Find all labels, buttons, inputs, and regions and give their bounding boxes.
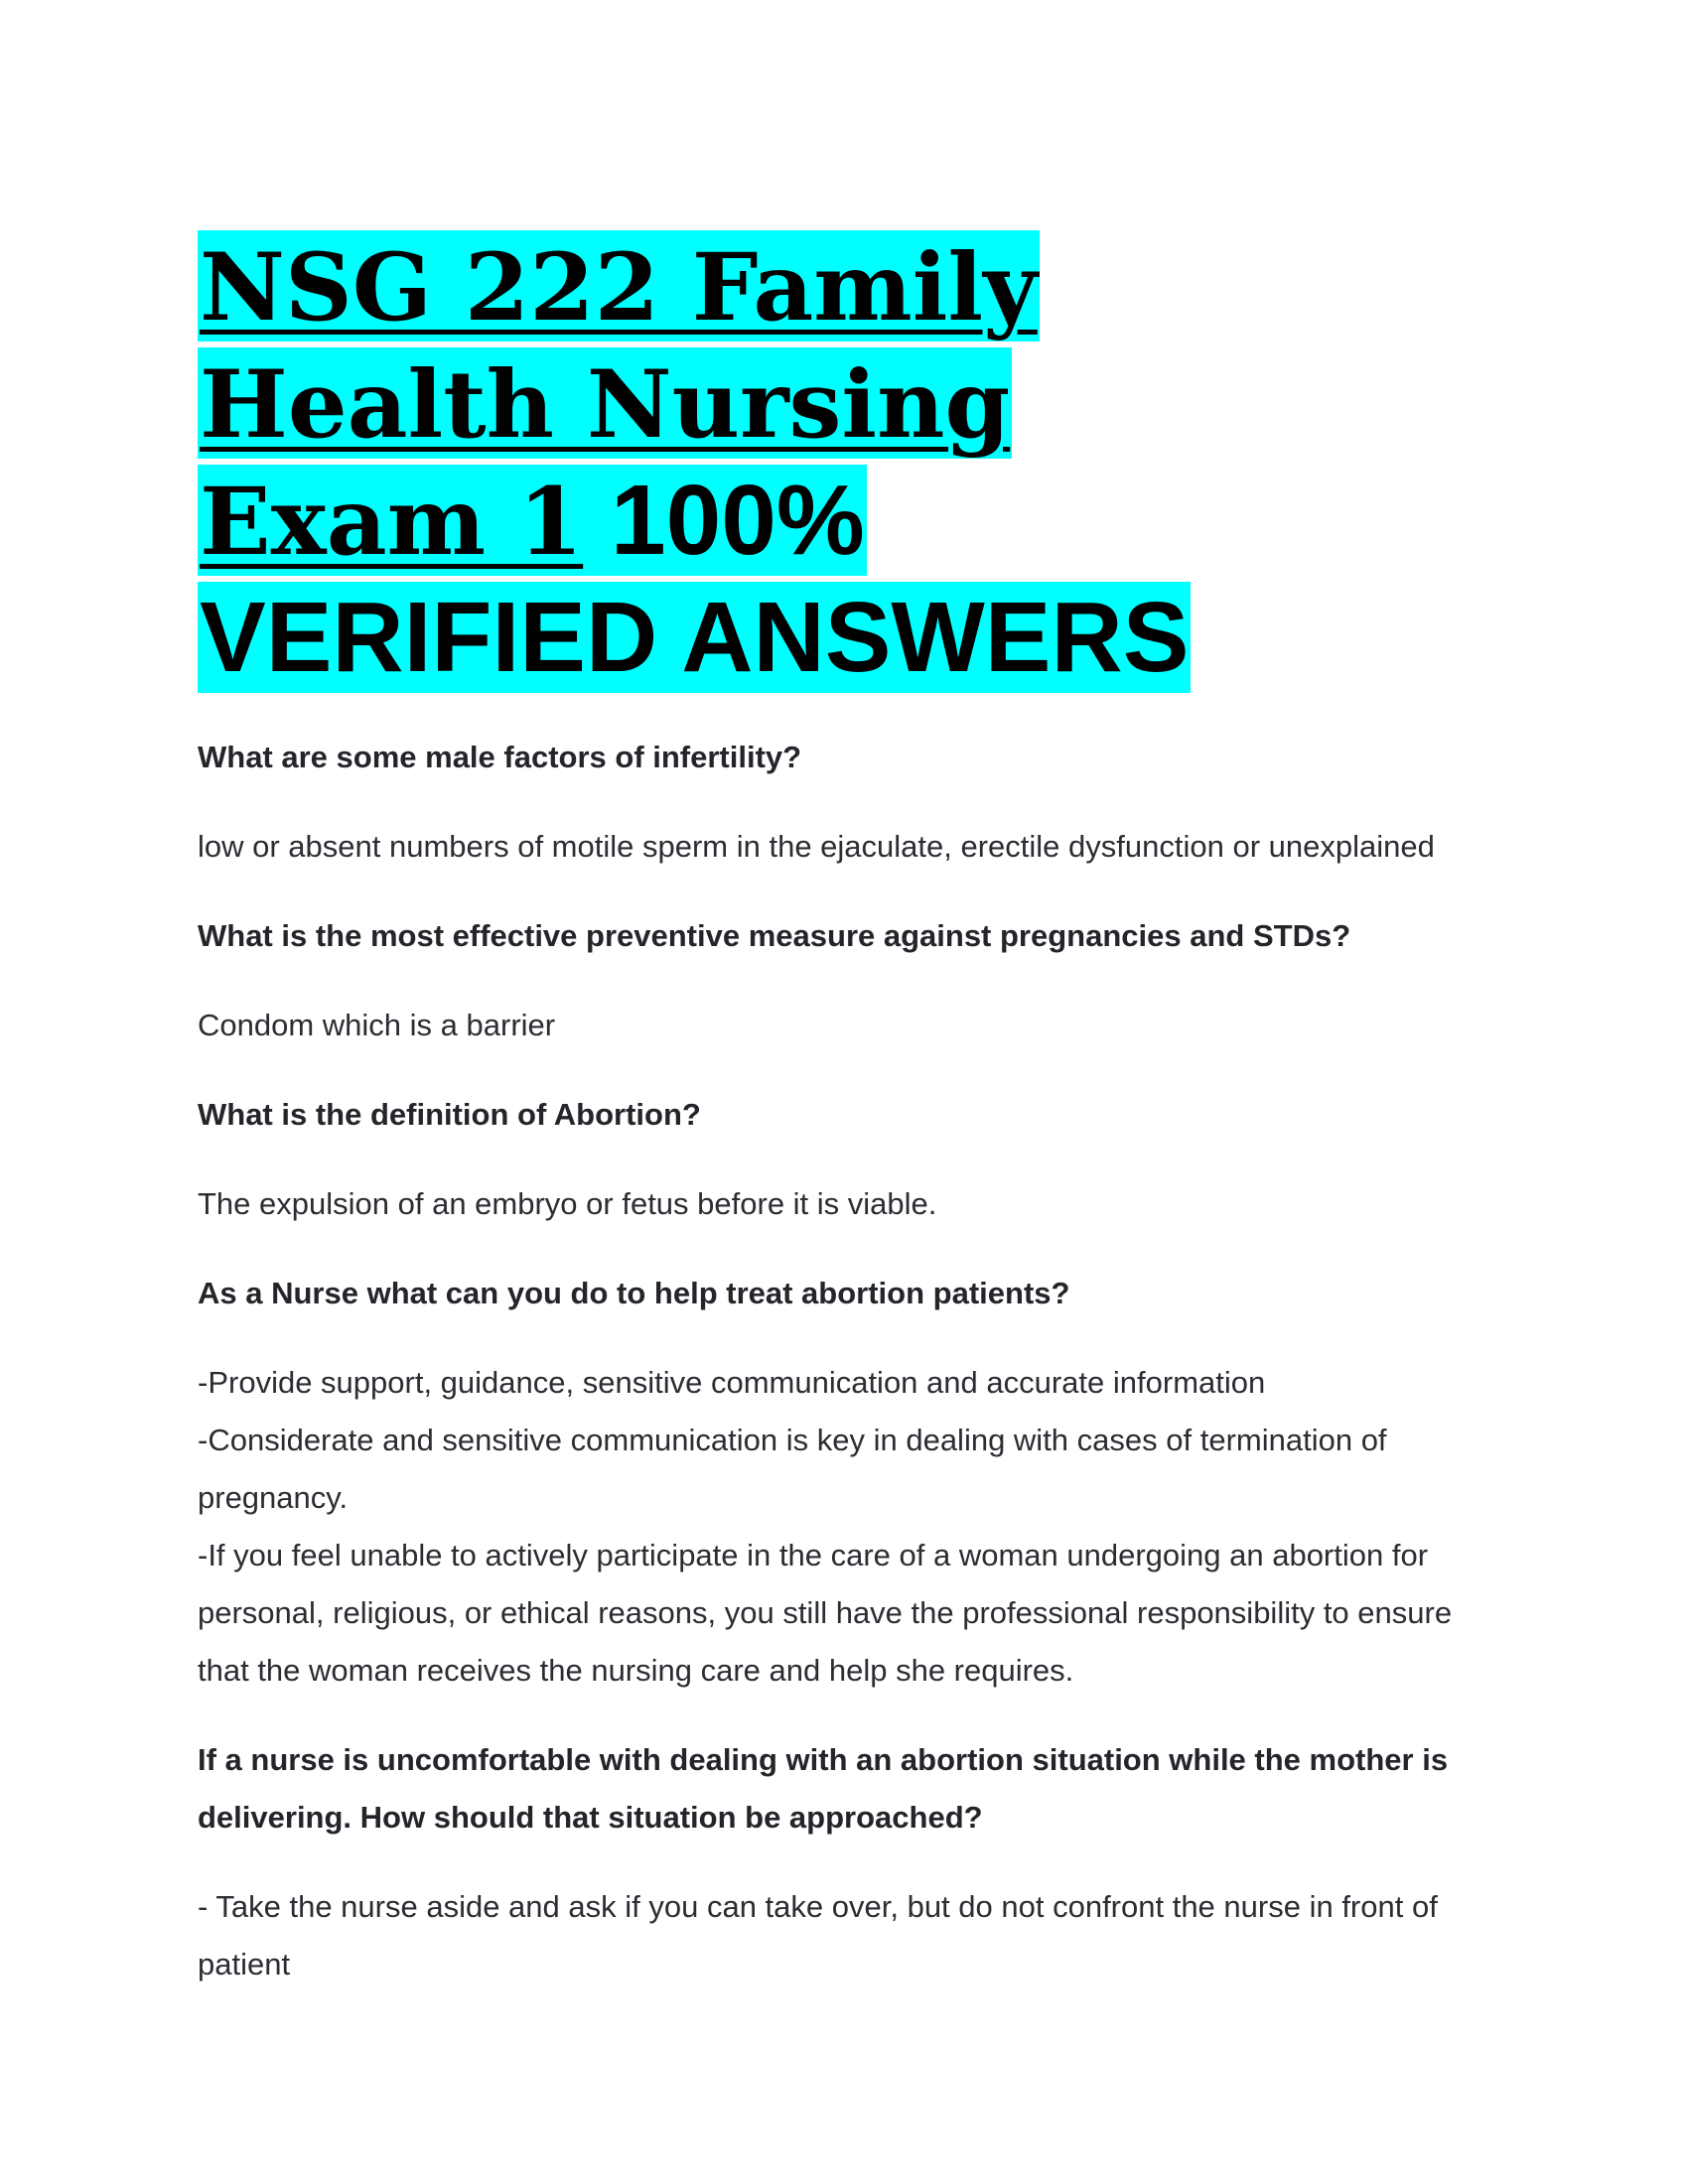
document-page xyxy=(198,228,1498,2025)
document-title xyxy=(198,228,1250,695)
answer-line: low or absent numbers of motile sperm in the ejaculate, erectile dysfunction or unexplained xyxy=(198,829,1435,864)
question: What are some male factors of infertility? xyxy=(198,740,802,774)
answer-line: Condom which is a barrier xyxy=(198,1008,556,1042)
qa-item xyxy=(198,1265,1498,1700)
qa-list xyxy=(198,729,1498,1993)
qa-item xyxy=(198,1086,1498,1233)
title-verified-answers: 100% VERIFIED ANSWERS xyxy=(200,465,1190,693)
answer xyxy=(198,1175,1498,1233)
question: As a Nurse what can you do to help treat abortion patients? xyxy=(198,1276,1070,1310)
answer xyxy=(198,997,1498,1054)
qa-item xyxy=(198,729,1498,876)
question: What is the definition of Abortion? xyxy=(198,1097,701,1132)
answer xyxy=(198,1354,1498,1700)
question: What is the most effective preventive measure against pregnancies and STDs? xyxy=(198,918,1351,953)
answer-line: -If you feel unable to actively participate in the care of a woman undergoing an abortion for personal, religious, or ethical reasons, you still have the professional responsibility to ensure that the woman receives the nursing care and help she requires. xyxy=(198,1538,1453,1688)
qa-item xyxy=(198,1731,1498,1993)
answer-line: - Take the nurse aside and ask if you can take over, but do not confront the nurse in front of patient xyxy=(198,1889,1438,1981)
question: If a nurse is uncomfortable with dealing with an abortion situation while the mother is delivering. How should that situation be approached? xyxy=(198,1742,1449,1835)
title-course-name: NSG 222 Family Health Nursing Exam 1 xyxy=(200,233,1038,577)
answer xyxy=(198,818,1498,876)
answer-line: -Considerate and sensitive communication is key in dealing with cases of termination of pregnancy. xyxy=(198,1423,1387,1515)
answer-line: The expulsion of an embryo or fetus before it is viable. xyxy=(198,1186,937,1221)
answer-line: -Provide support, guidance, sensitive communication and accurate information xyxy=(198,1365,1266,1400)
qa-item xyxy=(198,907,1498,1054)
answer xyxy=(198,1878,1498,1993)
